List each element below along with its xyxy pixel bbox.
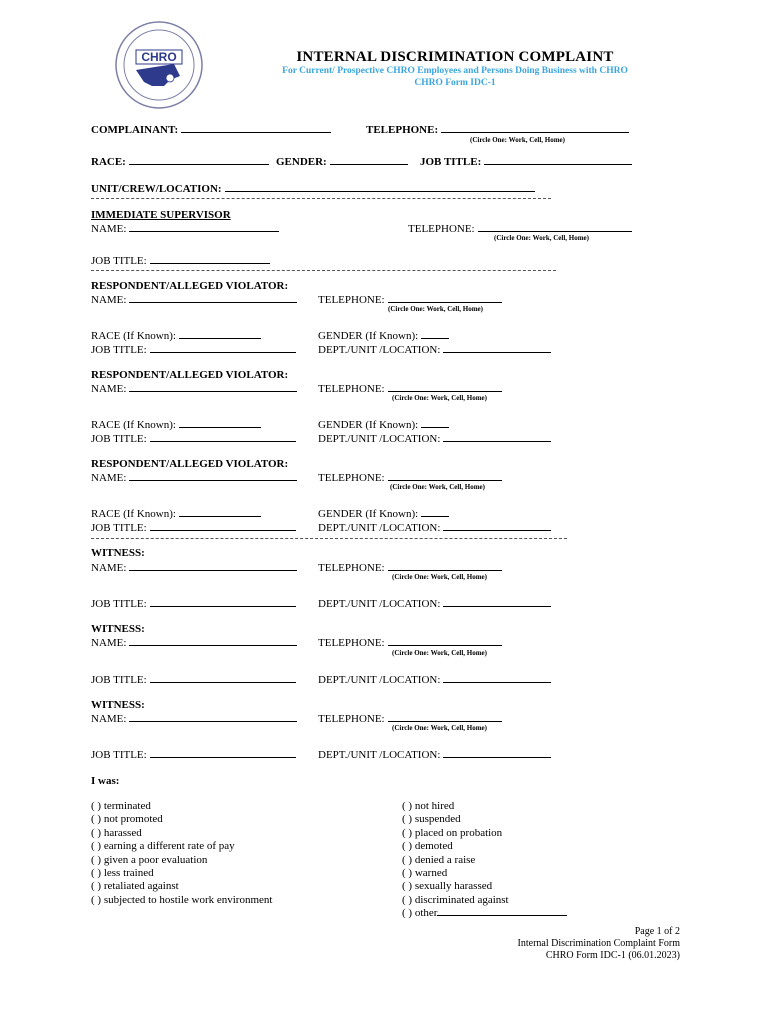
witness-1-job-title-field[interactable] [91, 598, 296, 610]
other-option-field[interactable] [402, 907, 567, 920]
option-checkbox[interactable]: ( ) sexually harassed [402, 880, 493, 893]
dept-label: DEPT./UNIT /LOCATION: [318, 749, 441, 761]
witness-3-name-field[interactable] [91, 713, 297, 725]
respondent-1-name-field[interactable] [91, 294, 297, 306]
dept-label: DEPT./UNIT /LOCATION: [318, 344, 441, 356]
telephone-label: TELEPHONE: [318, 713, 385, 725]
form-subtitle: For Current/ Prospective CHRO Employees and Persons Doing Business with CHRO [282, 66, 628, 76]
left-options-list [91, 800, 272, 907]
job-title-label: JOB TITLE: [420, 156, 482, 168]
respondent-3-race-field[interactable] [91, 508, 261, 520]
telephone-label: TELEPHONE: [366, 124, 439, 136]
job-title-label: JOB TITLE: [91, 674, 147, 686]
circle-one-note: (Circle One: Work, Cell, Home) [388, 305, 483, 313]
supervisor-heading: IMMEDIATE SUPERVISOR [91, 209, 231, 221]
option-checkbox[interactable]: ( ) harassed [91, 826, 142, 839]
respondent-3-job-title-field[interactable] [91, 522, 296, 534]
job-title-label: JOB TITLE: [91, 255, 147, 267]
option-checkbox[interactable]: ( ) denied a raise [402, 853, 476, 866]
dept-label: DEPT./UNIT /LOCATION: [318, 433, 441, 445]
supervisor-job-title-field[interactable] [91, 255, 270, 267]
witness-2-job-title-field[interactable] [91, 674, 296, 686]
option-checkbox[interactable]: ( ) not promoted [91, 813, 163, 826]
job-title-label: JOB TITLE: [91, 344, 147, 356]
footer-form-name: Internal Discrimination Complaint Form [517, 938, 680, 949]
job-title-label: JOB TITLE: [91, 522, 147, 534]
race-label: RACE: [91, 156, 126, 168]
telephone-label: TELEPHONE: [318, 294, 385, 306]
witness-2-telephone-field[interactable] [318, 637, 502, 649]
respondent-1-dept-field[interactable] [318, 344, 551, 356]
option-checkbox[interactable]: ( ) placed on probation [402, 826, 503, 839]
option-checkbox[interactable]: ( ) given a poor evaluation [91, 853, 208, 866]
chro-seal-logo [114, 20, 204, 110]
telephone-label: TELEPHONE: [318, 637, 385, 649]
race-label: RACE (If Known): [91, 419, 176, 431]
circle-one-note: (Circle One: Work, Cell, Home) [494, 234, 589, 242]
gender-label: GENDER (If Known): [318, 330, 419, 342]
race-label: RACE (If Known): [91, 330, 176, 342]
name-label: NAME: [91, 637, 127, 649]
race-field[interactable] [91, 156, 269, 168]
option-checkbox[interactable]: ( ) subjected to hostile work environment [91, 893, 273, 906]
telephone-label: TELEPHONE: [318, 562, 385, 574]
divider [91, 538, 567, 539]
page-footer [518, 926, 680, 962]
job-title-label: JOB TITLE: [91, 433, 147, 445]
option-checkbox[interactable]: ( ) suspended [402, 813, 461, 826]
respondent-3-gender-field[interactable] [318, 508, 449, 520]
respondent-1-heading: RESPONDENT/ALLEGED VIOLATOR: [91, 280, 289, 292]
option-checkbox[interactable]: ( ) retaliated against [91, 880, 179, 893]
gender-label: GENDER: [276, 156, 327, 168]
option-checkbox[interactable]: ( ) less trained [91, 867, 154, 880]
circle-one-note: (Circle One: Work, Cell, Home) [390, 483, 485, 491]
option-checkbox[interactable]: ( ) discriminated against [402, 893, 509, 906]
divider [91, 198, 551, 199]
gender-label: GENDER (If Known): [318, 508, 419, 520]
logo-text: CHRO [141, 50, 177, 64]
dept-label: DEPT./UNIT /LOCATION: [318, 598, 441, 610]
respondent-2-job-title-field[interactable] [91, 433, 296, 445]
supervisor-name-field[interactable] [91, 223, 279, 235]
respondent-2-heading: RESPONDENT/ALLEGED VIOLATOR: [91, 369, 289, 381]
unit-crew-location-field[interactable] [91, 183, 535, 195]
witness-1-name-field[interactable] [91, 562, 297, 574]
witness-3-job-title-field[interactable] [91, 749, 296, 761]
complainant-label: COMPLAINANT: [91, 124, 179, 136]
respondent-2-dept-field[interactable] [318, 433, 551, 445]
form-id: CHRO Form IDC-1 [414, 78, 496, 88]
form-title: INTERNAL DISCRIMINATION COMPLAINT [296, 49, 614, 65]
dept-label: DEPT./UNIT /LOCATION: [318, 522, 441, 534]
other-option-label: ( ) other [402, 907, 438, 920]
circle-one-note: (Circle One: Work, Cell, Home) [470, 136, 565, 144]
name-label: NAME: [91, 562, 127, 574]
option-checkbox[interactable]: ( ) terminated [91, 800, 151, 812]
telephone-label: TELEPHONE: [318, 383, 385, 395]
option-checkbox[interactable]: ( ) not hired [402, 800, 455, 812]
witness-3-heading: WITNESS: [91, 699, 145, 711]
option-checkbox[interactable]: ( ) earning a different rate of pay [91, 840, 235, 853]
dept-label: DEPT./UNIT /LOCATION: [318, 674, 441, 686]
witness-3-dept-field[interactable] [318, 749, 551, 761]
respondent-1-gender-field[interactable] [318, 330, 449, 342]
complainant-telephone-field[interactable] [366, 124, 629, 136]
i-was-heading: I was: [91, 775, 120, 787]
name-label: NAME: [91, 294, 127, 306]
unit-label: UNIT/CREW/LOCATION: [91, 183, 222, 195]
job-title-label: JOB TITLE: [91, 749, 147, 761]
name-label: NAME: [91, 223, 127, 235]
race-label: RACE (If Known): [91, 508, 176, 520]
telephone-label: TELEPHONE: [318, 472, 385, 484]
respondent-2-gender-field[interactable] [318, 419, 449, 431]
respondent-3-dept-field[interactable] [318, 522, 551, 534]
gender-field[interactable] [276, 156, 408, 168]
divider [91, 270, 556, 271]
option-checkbox[interactable]: ( ) warned [402, 867, 448, 880]
option-checkbox[interactable]: ( ) demoted [402, 840, 453, 853]
witness-1-heading: WITNESS: [91, 547, 145, 559]
respondent-3-name-field[interactable] [91, 472, 297, 484]
job-title-field[interactable] [420, 156, 632, 168]
gender-label: GENDER (If Known): [318, 419, 419, 431]
circle-one-note: (Circle One: Work, Cell, Home) [392, 394, 487, 402]
respondent-3-heading: RESPONDENT/ALLEGED VIOLATOR: [91, 458, 289, 470]
telephone-label: TELEPHONE: [408, 223, 475, 235]
circle-one-note: (Circle One: Work, Cell, Home) [392, 649, 487, 657]
witness-2-name-field[interactable] [91, 637, 297, 649]
footer-form-version: CHRO Form IDC-1 (06.01.2023) [545, 950, 680, 961]
name-label: NAME: [91, 472, 127, 484]
respondent-2-race-field[interactable] [91, 419, 261, 431]
witness-2-heading: WITNESS: [91, 623, 145, 635]
job-title-label: JOB TITLE: [91, 598, 147, 610]
respondent-2-name-field[interactable] [91, 383, 297, 395]
respondent-1-job-title-field[interactable] [91, 344, 296, 356]
name-label: NAME: [91, 713, 127, 725]
circle-one-note: (Circle One: Work, Cell, Home) [392, 724, 487, 732]
right-options-list [402, 800, 567, 921]
circle-one-note: (Circle One: Work, Cell, Home) [392, 573, 487, 581]
respondent-1-race-field[interactable] [91, 330, 261, 342]
name-label: NAME: [91, 383, 127, 395]
witness-1-dept-field[interactable] [318, 598, 551, 610]
page-number: Page 1 of 2 [634, 926, 680, 937]
witness-2-dept-field[interactable] [318, 674, 551, 686]
complainant-field[interactable] [91, 124, 331, 136]
